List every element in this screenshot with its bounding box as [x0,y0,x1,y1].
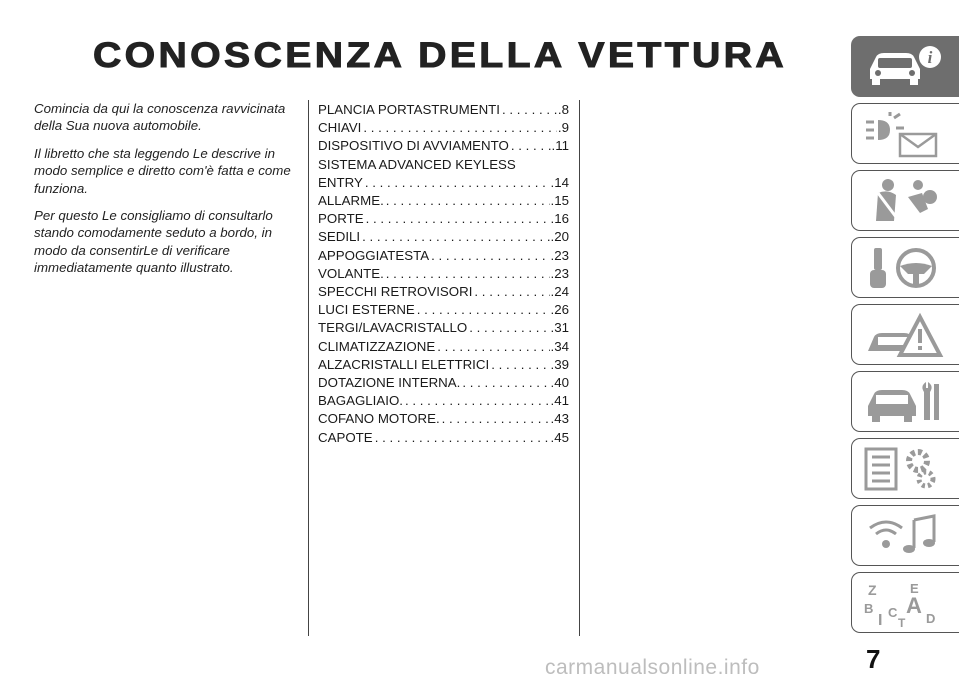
index-letter: I [878,612,883,627]
toc-page: .45 [550,429,569,445]
toc-item-capote[interactable] [318,429,569,447]
toc-leader [384,192,550,210]
toc-title: CLIMATIZZAZIONE [318,338,436,354]
toc-leader [440,410,550,428]
tab-maintenance[interactable] [851,371,959,432]
toc-item-volante[interactable] [318,265,569,283]
toc-leader [360,228,549,246]
toc-page: .26 [550,302,569,318]
toc-item-tergi[interactable] [318,319,569,337]
toc-item-plancia[interactable] [318,101,569,119]
toc-page: .15 [550,193,569,209]
toc-leader [472,283,549,301]
toc-title: SEDILI [318,229,361,245]
toc-page: .31 [550,320,569,336]
toc-leader [373,429,550,447]
toc-title: ALLARME. [318,193,384,209]
tab-warning-lights[interactable] [851,103,959,164]
toc-leader [403,392,550,410]
toc-item-porte[interactable] [318,210,569,228]
toc-title: CHIAVI [318,120,362,136]
toc-page: .20 [550,229,569,245]
tab-starting-driving[interactable] [851,237,959,298]
toc-page: .14 [550,174,569,190]
toc-page: .9 [557,120,569,136]
car-service-tools-icon [864,378,944,426]
toc-title: APPOGGIATESTA [318,247,430,263]
page-number: 7 [866,644,881,674]
technical-data-gears-icon [864,445,944,493]
toc-leader [361,119,557,137]
car-info-icon [864,43,944,91]
toc-item-appoggiatesta[interactable] [318,247,569,265]
intro-paragraph: Comincia da qui la conoscenza ravvicinata della Sua nuova automobile. [34,101,286,134]
toc-page: .23 [550,265,569,281]
toc-page: .8 [557,102,569,117]
toc-item-sedili[interactable] [318,228,569,246]
toc-title: LUCI ESTERNE [318,302,415,318]
toc-leader [500,101,557,119]
intro-text [34,100,298,287]
toc-title: DOTAZIONE INTERNA. [318,375,461,391]
toc-leader [364,210,550,228]
multimedia-radio-icon [864,512,944,560]
tab-car-info[interactable] [851,36,959,97]
toc-page: .41 [550,393,569,409]
tab-emergency[interactable] [851,304,959,365]
index-letter: E [910,581,919,596]
index-letter: A [906,593,922,618]
column-divider [579,100,580,636]
toc-page: .39 [550,356,569,372]
watermark: carmanualsonline.info [545,656,760,679]
alphabetical-index-icon [864,579,944,627]
toc-item-bagagliaio[interactable] [318,392,569,410]
toc-page: .43 [550,411,569,427]
intro-paragraph: Il libretto che sta leggendo Le descrive in modo semplice e diretto com'è fatta e come funziona. [34,145,291,196]
toc-title: PLANCIA PORTASTRUMENTI [318,102,501,117]
toc-leader [509,137,551,155]
toc-item-luci[interactable] [318,301,569,319]
intro-paragraph: Per questo Le consigliamo di consultarlo stando comodamente seduto a bordo, in modo da consentirLe di verificare immediatamente quanto illustrato. [34,208,273,276]
toc-leader [384,265,550,283]
toc-item-allarme[interactable] [318,192,569,210]
toc-leader [435,338,549,356]
index-letter: B [864,601,874,616]
toc-page: .16 [550,211,569,227]
toc-item-climatizzazione[interactable] [318,338,569,356]
index-letter: Z [868,582,877,598]
index-letter: C [888,605,898,620]
svg-text:i: i [927,48,933,67]
toc-item-dotazione[interactable] [318,374,569,392]
index-letter: T [898,616,906,627]
breakdown-warning-triangle-icon [864,311,944,359]
toc-title: ENTRY [318,174,363,190]
tab-multimedia[interactable] [851,505,959,566]
key-steering-wheel-icon [864,244,944,292]
seatbelt-airbag-icon [864,177,944,225]
toc-page: .11 [551,138,569,154]
toc-leader [460,374,549,392]
toc-leader [489,356,549,374]
toc-title: VOLANTE. [318,265,384,281]
toc-page: .34 [550,338,569,354]
toc-leader [363,174,550,192]
toc-leader [467,319,549,337]
toc-item-cofano[interactable] [318,410,569,428]
toc-item-avviamento[interactable] [318,137,569,155]
page-title: CONOSCENZA DELLA VETTURA [92,36,788,75]
toc-page: .24 [550,284,569,300]
toc-title: TERGI/LAVACRISTALLO [318,320,468,336]
toc-title: PORTE [318,211,364,227]
warning-lights-message-icon [864,110,944,158]
toc-item-keyless[interactable] [318,174,569,192]
toc-leader [429,247,549,265]
toc-title: BAGAGLIAIO. [318,393,403,409]
tab-index[interactable] [851,572,959,633]
toc-item-chiavi[interactable] [318,119,569,137]
toc-title-line1[interactable]: SISTEMA ADVANCED KEYLESS [318,156,516,172]
toc-title: CAPOTE [318,429,373,445]
toc-leader [415,301,550,319]
tab-technical-data[interactable] [851,438,959,499]
index-letter: D [926,611,936,626]
toc-title: SPECCHI RETROVISORI [318,284,473,300]
toc-item-alzacristalli[interactable] [318,356,569,374]
toc-title: ALZACRISTALLI ELETTRICI [318,356,490,372]
table-of-contents [318,101,569,447]
toc-title: DISPOSITIVO DI AVVIAMENTO [318,138,509,154]
column-divider [308,100,309,636]
toc-page: .40 [550,375,569,391]
tab-safety[interactable] [851,170,959,231]
toc-page: .23 [550,247,569,263]
toc-item-specchi[interactable] [318,283,569,301]
toc-title: COFANO MOTORE. [318,411,440,427]
